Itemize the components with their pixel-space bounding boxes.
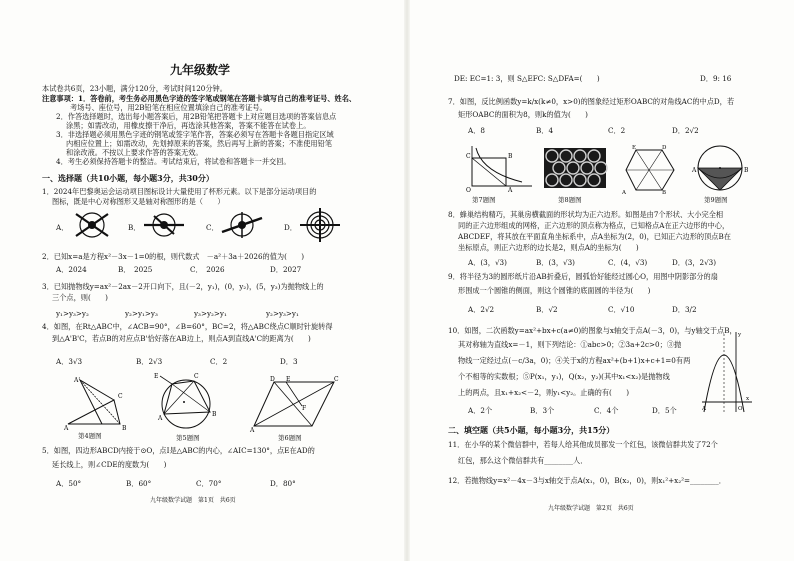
q9-option-b: B．√2 [536,305,558,314]
q4-figure-caption: 第4题图 [78,432,102,440]
q5-figure [150,372,226,434]
notes-line-7: 和涂改液。不按以上要求作答的答案无效。 [66,148,203,157]
svg-text:F: F [302,405,307,412]
svg-text:E: E [632,145,637,151]
q9-line-2: 形围成一个圆锥的侧面，则这个圆锥的底面圆的半径为( ) [458,286,651,295]
svg-text:D: D [662,145,667,151]
svg-text:B: B [508,153,513,160]
svg-text:C: C [118,393,123,400]
q8-option-b: B．(3，√3) [536,258,575,267]
q6-option-d: D．9: 16 [700,74,732,83]
q10-line-1: 10．如图，二次函数y=ax²+bx+c(a≠0)的图象与x轴交于点A(－3，0)，与y轴交于点B， [448,326,737,335]
svg-text:A': A' [74,377,80,384]
q10-option-c: C．4个 [594,406,619,415]
q10-line-5: 上的两点，且x₁+x₂<－2，则y₁<y₂。止确的有( ) [458,388,630,397]
svg-text:A: A [702,406,706,412]
q11-line-2: 红包，那么这个微信群共有________人． [458,456,588,465]
q10-line-4: 个不相等的实数根；⑤P(x₁，y₁)，Q(x₂，y₂)(其中x₁<x₂)是抛物线 [458,372,670,381]
q9-line-1: 9．将半径为3的圆形纸片沿AB折叠后，圆弧恰好能经过圆心O，用图中阴影部分的扇 [448,272,718,281]
svg-text:A: A [250,427,255,434]
q5-line-2: 延长线上，则∠CDE的度数为( ) [52,460,167,469]
q1-option-b-icon [142,210,186,240]
q7-figure [466,144,536,192]
q10-line-2: 其对称轴为直线x=－1，则下列结论：①abc>0；②3a+2c>0；③抛 [458,340,682,349]
q5-option-d: D．80° [270,479,296,488]
q2-text: 2．已知x=a是方程x²－3x－1=0的根，则代数式 －a²＋3a＋2026的值为( ) [42,252,305,261]
q1-option-a-icon [72,210,112,240]
q5-option-c: C．70° [196,479,222,488]
svg-text:B: B [662,190,667,196]
q4-option-b: B．2√3 [136,357,163,366]
page-2-footer: 九年级数学试题 第2页 共6页 [548,505,634,512]
svg-text:E: E [286,376,291,383]
q10-line-3: 物线一定经过点(－c/3a，0)；④关于x的方程ax²+(b+1)x+c+1=0有两 [458,356,691,365]
svg-text:A: A [64,425,69,432]
svg-text:y: y [738,332,742,338]
q5-option-b: B．60° [126,479,152,488]
q1-option-d-label: D． [284,223,297,232]
q6-fragment: DE: EC=1: 3，则 S△EFC: S△DFA=( ) [454,74,600,83]
q8-option-d: D．(3，2√3) [672,258,717,267]
q1-option-b-label: B． [128,223,141,232]
q7-option-c: C．2 [608,126,626,135]
q9-option-c: C．√10 [608,305,635,314]
q9-option-d: D．3/2 [672,305,697,314]
svg-text:A: A [158,415,163,422]
exam-page-2 [408,0,794,561]
q7-line-1: 7．如图，反比例函数y=k/x(k≠0，x>0)的图象经过矩形OABC的对角线AC的中点D，若 [448,97,735,106]
q4-line-1: 4．如图，在Rt△ABC中，∠ACB=90°，∠B=60°，BC=2，将△ABC绕点C顺时针旋转得 [42,322,333,331]
q10-option-d: D．5个 [652,406,677,415]
q3-option-b: y₂>y₁>y₃ [125,309,158,318]
q9-option-a: A．2√2 [468,305,495,314]
notes-line-4: 涂黑；如需改动，用橡皮擦干净后，再选涂其他答案，答案不能答在试卷上。 [66,121,311,130]
q7-option-b: B．4 [536,126,554,135]
svg-text:A: A [508,187,513,194]
q12-text: 12．若抛物线y=x²－4x－3与x轴交于点A(x₁，0)，B(x₂，0)，则x₁²+x₂²=________． [448,476,726,485]
q8-line-1: 8．蜂巢结构精巧，其巢房横截面的形状均为正六边形。如图是由7个形状、大小完全相 [448,210,724,219]
page-1-footer: 九年级数学试题 第1页 共6页 [150,497,236,504]
svg-text:C: C [334,376,339,383]
notes-line-1: 注意事项：1．答卷前，考生务必用黑色字迹的签字笔或钢笔在答题卡填写自己的准考证号、姓名、 [42,94,357,103]
q2-option-d: D．2027 [270,265,302,274]
svg-text:D: D [270,376,275,383]
svg-text:O: O [738,406,743,412]
q8-photo [544,148,606,188]
q3-line-2: 三个点，则( ) [52,293,108,302]
notes-line-3: 2．作答选择题时，选出每小题答案后，用2B铅笔把答题卡上对应题目选项的答案信息点 [56,112,337,121]
svg-text:C: C [194,373,199,380]
q8-option-a: A．(3，√3) [468,258,507,267]
q5-option-a: A．50° [56,479,82,488]
notes-line-6: 内相应位置上；如需改动，先划掉原来的答案，然后再写上新的答案；不准使用铅笔 [66,139,332,148]
q8-line-2: 同的正六边形组成的网格，正六边形的顶点称为格点，已知格点A在正六边形的中心， [458,221,730,230]
q4-option-a: A．3√3 [56,357,83,366]
svg-text:A: A [622,190,626,196]
svg-text:B: B [212,411,217,418]
q8-photo-caption: 第8题图 [558,196,582,204]
q10-option-a: A．2个 [468,406,493,415]
svg-text:E: E [154,373,159,380]
svg-text:B: B [744,167,749,174]
q7-option-a: A．8 [468,126,485,135]
q3-option-c: y₃>y₂>y₁ [194,309,227,318]
q1-option-c-icon [220,210,264,240]
svg-text:x: x [746,396,750,402]
q1-line-2: 图标，既是中心对称图形又是轴对称图形的是（ ） [52,197,225,206]
q1-option-c-label: C． [206,223,219,232]
q3-option-d: y₂>y₃>y₁ [266,309,299,318]
q1-option-d-icon [298,208,342,242]
q4-option-d: D．3 [280,357,298,366]
q7-line-2: 矩形OABC的面积为8，则k的值为( ) [458,110,588,119]
q4-figure [62,376,132,430]
notes-line-8: 4．考生必须保持答题卡的整洁。考试结束后，将试卷和答题卡一并交回。 [56,157,291,166]
q2-option-a: A．2024 [56,265,87,274]
q10-figure [700,328,752,414]
notes-line-5: 3．非选择题必须用黑色字迹的钢笔或签字笔作答，答案必须写在答题卡各题目指定区域 [56,130,334,139]
q10-option-b: B．3个 [530,406,555,415]
q8-line-3: ABCDEF，将其放在平面直角坐标系中，点A坐标为(2，0)，已知正六边形的顶点B在 [458,232,731,241]
notes-line-2: 考场号、座位号，用2B铅笔在相应位置填涂自己的准考证号。 [70,103,267,112]
q3-option-a: y₁>y₃>y₂ [56,309,89,318]
q5-figure-caption: 第5题图 [176,434,200,442]
q8-option-c: C．(4，√3) [608,258,648,267]
q6-figure-caption: 第6题图 [278,434,302,442]
q4-line-2: 到△A'B'C，若点B的对应点B'恰好落在AB边上，则点A到直线A'C的距离为( ) [52,334,311,343]
svg-text:B: B [122,425,127,432]
svg-text:A: A [692,167,697,174]
q7-option-d: D．2√2 [672,126,699,135]
section-fill-heading: 二、填空题（共5小题，每小题3分，共15分） [448,425,615,435]
exam-intro: 本试卷共6页，23小题，满分120分，考试时间120分钟。 [42,84,227,93]
q6-figure [250,376,338,432]
q1-option-a-label: A． [56,223,69,232]
q7-figure-caption: 第7题图 [472,196,496,204]
q3-line-1: 3．已知抛物线y=ax²－2ax－2开口向下，且(－2，y₁)，(0，y₂)，(5，y₃)为抛物线上的 [42,282,324,291]
q8-line-4: 坐标原点，则正六边形的边长是2，则点A的坐标为( ) [458,243,639,252]
q5-line-1: 5．如图，四边形ABCD内接于⊙O，点I是△ABC的内心，∠AIC=130°，点E在AD的 [42,446,315,455]
q4-option-c: C．2 [210,357,228,366]
q11-line-1: 11．在小华的某个微信群中，若每人给其他成员都发一个红包，该微信群共发了72个 [448,440,718,449]
q2-option-b: B． 2025 [118,265,153,274]
q2-option-c: C． 2026 [190,265,225,274]
q1-line-1: 1．2024年巴黎奥运会运动项目图标设计大量使用了杯形元素。以下是部分运动项目的 [42,187,317,196]
q8-hexagon-figure [622,144,678,194]
q9-figure [690,142,750,194]
svg-text:C: C [466,153,471,160]
exam-title: 九年级数学 [170,63,231,77]
q9-figure-caption: 第9题图 [704,196,728,204]
section-choice-heading: 一、选择题（共10小题，每小题3分，共30分） [42,173,214,183]
svg-text:O: O [466,187,471,194]
